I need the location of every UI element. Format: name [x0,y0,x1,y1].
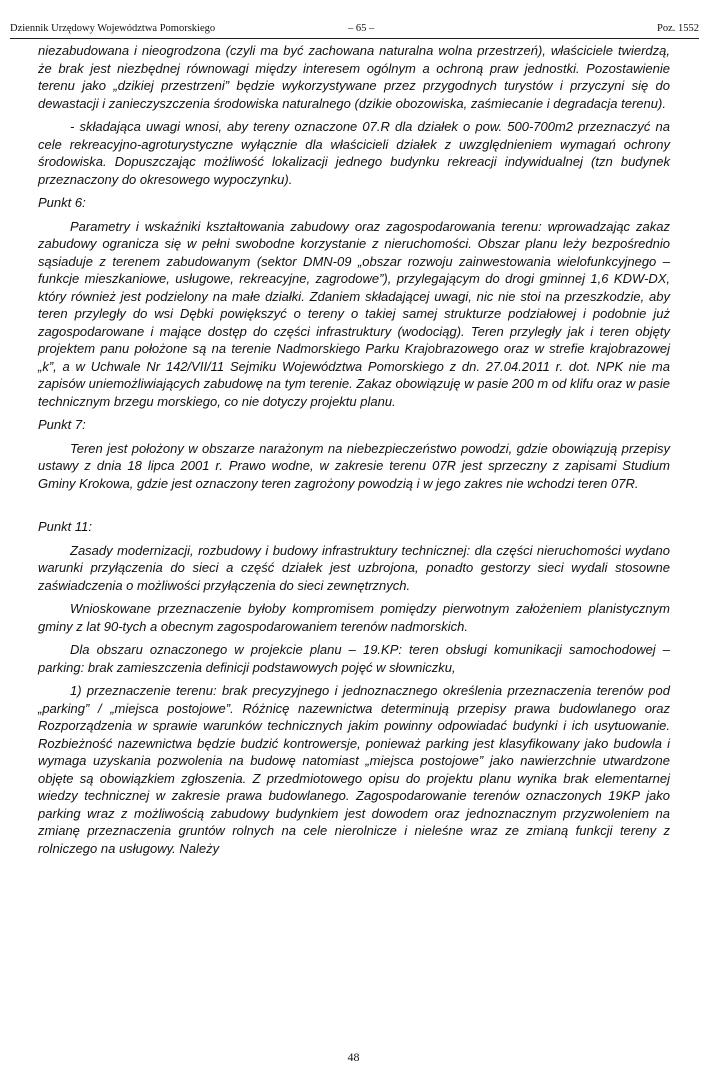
paragraph-objection-07r: - składająca uwagi wnosi, aby tereny oznaczone 07.R dla działek o pow. 500-700m2 przeznaczyć na cele rekreacyjno-agroturystyczne wyłącznie dla właścicieli działek z uwzględnieniem wymagań ochrony środowiska. Dopuszczając możliwość lokalizacji jednego budynku rekreacji indywidualnej (tzn budynek przeznaczony do okresowego wypoczynku). [38,119,670,187]
page-header [10,22,699,39]
paragraph-point-1: 1) przeznaczenie terenu: brak precyzyjnego i jednoznacznego określenia przeznaczenia terenów pod „parking” / „miejsca postojowe”. Różnicę nazewnictwa determinują przepisy prawa budowlanego oraz Rozporządzenia w sprawie warunków technicznych jakim powinny odpowiadać budynki i ich usytuowanie. Rozbieżność nazewnictwa będzie budzić kontrowersje, ponieważ parking jest klasyfikowany jako budowla i wymaga uzyskania pozwolenia na budowę natomiast „miejsca postojowe” jako nawierzchnie utwardzone objęte są obowiązkiem zgłoszenia. Z przedmiotowego opisu do projektu planu wynika brak elementarnej wiedzy technicznej w zakresie prawa budowlanego. Zagospodarowanie terenów oznaczonych 19KP jako parking wraz z możliwością zabudowy budynkiem jest dowodem oraz jednoznacznym przyzwoleniem na zmianę przeznaczenia gruntów rolnych na cele nierolnicze i nieleśne wraz ze zmianą funkcji tereny z rolniczego na usługowy. Należy [38,683,670,856]
section-label-punkt-6: Punkt 6: [38,195,86,210]
paragraph-punkt-7: Teren jest położony w obszarze narażonym na niebezpieczeństwo powodzi, gdzie obowiązują przepisy ustawy z dnia 18 lipca 2001 r. Prawo wodne, w zakresie terenu 07R jest sprzeczny z zapisami Studium Gminy Krokowa, gdzie jest oznaczony teren zagrożony powodzią i w jego zakres nie wchodzi teren 07R. [38,440,670,491]
paragraph-19kp: Dla obszaru oznaczonego w projekcie planu – 19.KP: teren obsługi komunikacji samochodowej – parking: brak zamieszczenia definicji podstawowych pojęć w słowniczku, [38,642,670,675]
position-number: Poz. 1552 [657,23,699,34]
section-label-punkt-7: Punkt 7: [38,417,86,432]
paragraph-compromise: Wnioskowane przeznaczenie byłoby kompromisem pomiędzy pierwotnym założeniem planistycznym gminy z lat 90-tych a obecnym zagospodarowaniem terenów nadmorskich. [38,601,670,634]
page-number: 48 [347,1050,360,1064]
journal-title: Dziennik Urzędowy Województwa Pomorskiego [10,23,216,34]
paragraph-punkt-6: Parametry i wskaźniki kształtowania zabudowy oraz zagospodarowania terenu: wprowadzając zakaz zabudowy ogranicza się w pełni swobodne korzystanie z nieruchomości. Obszar planu leży bezpośrednio sąsiaduje z terenem zabudowanym (sektor DMN-09 „obszar rozwoju zainwestowania wielofunkcyjnego – funkcje mieszkaniowe, usługowe, rekreacyjne, zagrodowe”), przylegającym do drogi gminnej 1,6 KDW-DX, który również jest podzielony na małe działki. Zdaniem składającej uwagi, nic nie stoi na przeszkodzie, aby teren przyległy do wsi Dębki powiększyć o tereny o takiej samej strukturze podziałowej i podobnie już zagospodarowane i mające dostęp do części infrastruktury (wodociąg). Teren przyległy jak i teren objęty projektem panu położone są na terenie Nadmorskiego Parku Krajobrazowego oraz w strefie krajobrazowej „k”, a w Uchwale Nr 142/VII/11 Sejmiku Województwa Pomorskiego z dn. 27.04.2011 r. dot. NPK nie ma zapisów uniemożliwiających zabudowę na tym terenie. Zakaz obowiązuję w pasie 200 m od klifu oraz w pasie technicznym brzegu morskiego, co nie dotyczy projektu planu. [38,218,670,409]
paragraph-punkt-11: Zasady modernizacji, rozbudowy i budowy infrastruktury technicznej: dla części nieruchomości wydano warunki przyłączenia do sieci a część działek jest uzbrojona, ponadto gestorzy sieci wydali stosowne zaświadczenia o możliwości przyłączenia do sieci zewnętrznych. [38,542,670,593]
paragraph-continuation: niezabudowana i nieogrodzona (czyli ma być zachowana naturalna wolna przestrzeń), właściciele twierdzą, że brak jest niezbędnej równowagi między interesem ogólnym a ochroną praw jednostki. Pozostawienie terenu jako „dzikiej przestrzeni” będzie wykorzystywane przez przygodnych turystów i przyczyni się do dewastacji i zanieczyszczenia środowiska naturalnego (dzikie obozowiska, zaśmiecanie i degradacja terenu). [38,43,670,111]
document-body [38,42,670,863]
section-label-punkt-11: Punkt 11: [38,519,92,534]
header-page-marker: – 65 – [348,23,375,34]
